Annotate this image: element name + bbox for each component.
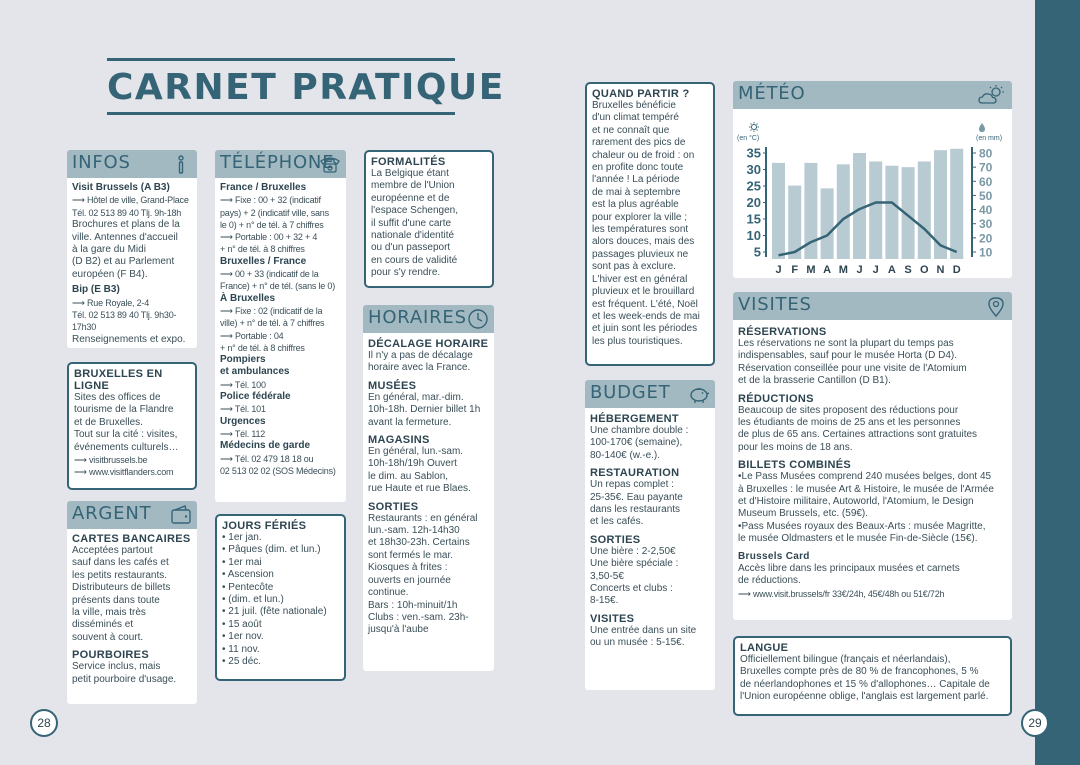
argent-line: Distributeurs de billets xyxy=(72,582,171,594)
telephone-line: Police fédérale xyxy=(220,391,291,403)
quand-line: les plus touristiques. xyxy=(592,335,683,347)
bruxelles-line: Sites des offices de xyxy=(74,392,161,403)
rain-tick-label: 80 xyxy=(979,146,993,161)
horaires-line: 10h-18h/19h Ouvert xyxy=(368,458,457,470)
telephone-line: À Bruxelles xyxy=(220,292,276,304)
telephone-line: pays) + 2 (indicatif ville, sans xyxy=(220,207,329,218)
page-title: CARNET PRATIQUE xyxy=(107,67,505,108)
langue-card xyxy=(733,636,1012,716)
month-label: J xyxy=(775,264,782,276)
budget-line: Une chambre double : xyxy=(590,425,689,436)
argent-line: Acceptées partout xyxy=(72,545,153,556)
budget-line: 25-35€. Eau payante xyxy=(590,491,683,503)
argent-header xyxy=(67,501,197,529)
horaires-line: Kiosques à frites : xyxy=(368,562,448,574)
infos-line: ⟶ Hôtel de ville, Grand-Place xyxy=(72,195,189,206)
billets-combines-heading: BILLETS COMBINÉS xyxy=(738,459,851,472)
langue-body xyxy=(735,638,1010,708)
link-visitbrussels[interactable]: ⟶ visitbrussels.be xyxy=(74,455,148,466)
argent-line: souvent à court. xyxy=(72,631,144,643)
holiday-item: • (dim. et lun.) xyxy=(222,594,339,606)
budget-line: Un repas complet : xyxy=(590,479,674,491)
temp-tick-label: 30 xyxy=(746,162,761,177)
rain-tick-label: 30 xyxy=(979,217,993,232)
month-label: A xyxy=(823,264,832,276)
infos-line: Bip (E B3) xyxy=(72,284,120,296)
telephone-line: et ambulances xyxy=(220,366,290,378)
formalites-line: pour s'y rendre. xyxy=(371,267,441,279)
visites-line: pour les moins de 18 ans. xyxy=(738,441,853,453)
visites-line: Les réservations ne sont la plupart du temps pas xyxy=(738,338,954,349)
telephone-header xyxy=(215,150,346,178)
argent-card xyxy=(67,501,197,704)
telephone-line: France) + n° de tél. (sans le 0) xyxy=(220,281,336,292)
quand-body xyxy=(587,84,713,352)
argent-line: présents dans toute xyxy=(72,594,160,606)
visites-line: à Bruxelles : le musée Art & Histoire, le musée de l'Armée xyxy=(738,483,994,495)
quand-line: rarement des pics de xyxy=(592,137,686,149)
infos-line: Renseignements et expo. xyxy=(72,333,186,345)
formalites-line: membre de l'Union xyxy=(371,180,455,192)
telephone-line: ⟶ Tél. 101 xyxy=(220,404,266,415)
holiday-item: • Pentecôte xyxy=(222,582,339,594)
rain-bar xyxy=(869,161,882,259)
magasins-heading: MAGASINS xyxy=(368,434,430,447)
quand-line: de mai à septembre xyxy=(592,186,681,198)
rain-tick-label: 10 xyxy=(979,245,993,260)
quand-line: est la plus agréable xyxy=(592,199,679,211)
rain-bar xyxy=(950,149,963,259)
horaires-header xyxy=(363,305,494,333)
infos-line: Visit Brussels (A B3) xyxy=(72,182,170,193)
sun-small-icon xyxy=(749,122,759,132)
rain-bar xyxy=(885,166,898,259)
holiday-item: • Pâques (dim. et lun.) xyxy=(222,544,339,556)
telephone-line: ⟶ Portable : 04 xyxy=(220,330,284,341)
telephone-line: + n° de tél. à 8 chiffres xyxy=(220,244,305,255)
title-block xyxy=(107,58,505,120)
visites-line: et de la brasserie Cantillon (D B1). xyxy=(738,375,891,387)
title-rule-bottom xyxy=(107,112,455,115)
horaires-line: Il n'y a pas de décalage xyxy=(368,350,473,361)
temp-tick-label: 10 xyxy=(746,228,761,243)
telephone-line: Bruxelles / France xyxy=(220,255,307,267)
quand-line: Bruxelles bénéficie xyxy=(592,100,676,111)
horaires-line: avant la fermeture. xyxy=(368,416,452,428)
horaires-body xyxy=(363,333,494,641)
holiday-item: • Ascension xyxy=(222,569,339,581)
quand-line: et juin sont les périodes xyxy=(592,323,698,335)
horaires-card xyxy=(363,305,494,671)
formalites-title: FORMALITÉS xyxy=(371,156,446,168)
restauration-heading: RESTAURATION xyxy=(590,467,680,480)
formalites-line: il suffit d'une carte xyxy=(371,217,452,229)
telephone-line: Pompiers xyxy=(220,354,266,366)
bruxelles-line: Tout sur la cité : visites, xyxy=(74,429,178,441)
infos-body xyxy=(67,178,197,348)
budget-body xyxy=(585,408,715,654)
horaires-line: Bars : 10h-minuit/1h xyxy=(368,599,458,611)
temp-tick-label: 25 xyxy=(746,178,761,194)
quand-line: pluvieux et le brouillard xyxy=(592,286,695,298)
horaires-line: Clubs : ven.-sam. 23h- xyxy=(368,611,469,623)
decalage-heading: DÉCALAGE HORAIRE xyxy=(368,338,489,350)
rain-tick-label: 20 xyxy=(979,231,993,246)
brussels-card-heading: Brussels Card xyxy=(738,550,810,562)
jours-feries-card xyxy=(215,514,346,681)
budget-line: et les cafés. xyxy=(590,516,644,528)
telephone-line: + n° de tél. à 8 chiffres xyxy=(220,342,305,353)
budget-line: Une entrée dans un site xyxy=(590,624,697,636)
horaires-line: En général, lun.-sam. xyxy=(368,446,464,458)
rain-tick-label: 50 xyxy=(979,188,993,203)
infos-line: Tél. 02 513 89 40 Tlj. 9h30-17h30 xyxy=(72,310,177,333)
telephone-card xyxy=(215,150,346,502)
quand-line: et les week-ends de mai xyxy=(592,310,700,322)
telephone-line: ville) + n° de tél. à 7 chiffres xyxy=(220,318,325,329)
budget-line: 8-15€. xyxy=(590,595,619,607)
bruxelles-body xyxy=(69,364,195,483)
feries-body xyxy=(217,516,344,672)
visites-line: les étudiants de moins de 25 ans et les personnes xyxy=(738,417,961,429)
bruxelles-line: tourisme de la Flandre xyxy=(74,404,174,416)
formalites-line: en cours de validité xyxy=(371,254,458,266)
telephone-line: ⟶ 00 + 33 (indicatif de la xyxy=(220,269,319,280)
budget-line: dans les restaurants xyxy=(590,504,681,516)
holiday-item: • 11 nov. xyxy=(222,644,339,656)
month-label: D xyxy=(952,264,961,276)
rain-tick-label: 70 xyxy=(979,160,993,175)
budget-line: ou un musée : 5-15€. xyxy=(590,637,685,649)
visites-body xyxy=(733,320,1012,604)
temp-tick-label: 5 xyxy=(753,244,761,260)
telephone-line: ⟶ Fixe : 02 (indicatif de la xyxy=(220,305,323,316)
langue-line: Bruxelles compte près de 80 % de francophones, 5 % xyxy=(740,666,979,678)
visites-line: de réductions. xyxy=(738,575,801,587)
langue-line: de néerlandophones et 15 % d'allophones… Capitale de xyxy=(740,678,990,690)
meteo-card xyxy=(733,81,1012,278)
climate-chart xyxy=(733,109,1012,278)
right-band xyxy=(1035,0,1080,765)
horaires-line: rue Haute et rue Blaes. xyxy=(368,483,471,495)
month-label: A xyxy=(887,264,896,276)
visites-title: VISITES xyxy=(738,294,812,315)
horaires-line: En général, mar.-dim. xyxy=(368,391,464,403)
formalites-line: ou d'un passeport xyxy=(371,242,451,254)
link-visitflanders[interactable]: ⟶ www.visitflanders.com xyxy=(74,467,174,478)
visites-line: de plus de 65 ans. Certaines attractions sont gratuites xyxy=(738,429,978,441)
argent-line: Service inclus, mais xyxy=(72,661,161,673)
visites-line: et d'Histoire militaire, Autoworld, l'Atomium, le Design xyxy=(738,496,974,508)
quand-line: en profite donc toute xyxy=(592,162,684,174)
quand-line: passages pluvieux ne xyxy=(592,248,689,260)
bruxelles-line: et de Bruxelles. xyxy=(74,416,143,428)
month-label: M xyxy=(838,264,848,276)
piggy-bank-icon xyxy=(688,383,710,405)
telephone-line: le 0) + n° de tél. à 7 chiffres xyxy=(220,219,324,230)
temp-tick-label: 20 xyxy=(746,195,761,210)
visites-header xyxy=(733,292,1012,320)
rain-bar xyxy=(837,164,850,259)
budget-line: 80-140€ (w.-e.). xyxy=(590,449,661,461)
infos-line: à la gare du Midi xyxy=(72,244,146,256)
visites-line: Accès libre dans les principaux musées et carnets xyxy=(738,562,960,574)
month-label: N xyxy=(936,264,945,276)
holiday-item: • 15 août xyxy=(222,619,339,631)
argent-line: disséminés et xyxy=(72,619,134,631)
bruxelles-title: BRUXELLES EN LIGNE xyxy=(74,368,163,392)
quand-line: les températures sont xyxy=(592,224,689,236)
musees-heading: MUSÉES xyxy=(368,379,417,392)
budget-line: 3,50-5€ xyxy=(590,570,624,582)
title-rule-top xyxy=(107,58,455,61)
budget-title: BUDGET xyxy=(590,382,671,403)
weather-icon xyxy=(977,84,1007,106)
argent-line: les petits restaurants. xyxy=(72,569,168,581)
horaires-line: ouverts en journée xyxy=(368,574,451,586)
formalites-card xyxy=(364,150,494,288)
argent-title: ARGENT xyxy=(72,503,152,524)
horaires-line: horaire avec la France. xyxy=(368,362,471,374)
visites-line: Beaucoup de sites proposent des réductions pour xyxy=(738,404,959,416)
quand-partir-card xyxy=(585,82,715,366)
temp-unit-label: (en °C) xyxy=(737,135,760,142)
horaires-title: HORAIRES xyxy=(368,307,467,328)
budget-header xyxy=(585,380,715,408)
quand-line: L'hiver est en général xyxy=(592,273,688,285)
pourboires-heading: POURBOIRES xyxy=(72,649,149,662)
clock-icon xyxy=(467,308,489,330)
quand-line: d'un climat tempéré xyxy=(592,112,679,124)
budget-line: Une bière : 2-2,50€ xyxy=(590,545,676,557)
month-label: M xyxy=(806,264,816,276)
argent-line: la ville, mais très xyxy=(72,607,146,619)
month-label: J xyxy=(872,264,879,276)
quand-line: pour explorer la ville ; xyxy=(592,211,688,223)
month-label: J xyxy=(856,264,863,276)
telephone-line: 02 513 02 02 (SOS Médecins) xyxy=(220,465,336,476)
infos-title: INFOS xyxy=(72,152,131,173)
quand-line: chaleur ou de froid : on xyxy=(592,149,695,161)
holiday-item: • 21 juil. (fête nationale) xyxy=(222,606,339,618)
feries-title: JOURS FÉRIÉS xyxy=(222,520,307,532)
rain-unit-label: (en mm) xyxy=(976,135,1003,142)
meteo-title: MÉTÉO xyxy=(738,83,806,104)
formalites-body xyxy=(366,152,492,284)
month-label: O xyxy=(920,264,929,276)
argent-line: sauf dans les cafés et xyxy=(72,557,169,569)
reservations-heading: RÉSERVATIONS xyxy=(738,326,827,338)
formalites-line: l'espace Schengen, xyxy=(371,205,458,217)
page-number-right: 29 xyxy=(1021,709,1049,737)
visites-line: •Le Pass Musées comprend 240 musées belges, dont 45 xyxy=(738,471,992,483)
visites-line: le musée Oldmasters et le musée Fin-de-Siècle (15€). xyxy=(738,533,978,545)
telephone-line: ⟶ Tél. 112 xyxy=(220,428,266,439)
rain-bar xyxy=(821,188,834,259)
holiday-item: • 25 déc. xyxy=(222,656,339,668)
rain-bar xyxy=(772,163,785,259)
telephone-title: TÉLÉPHONE xyxy=(220,152,335,173)
holiday-item: • 1er jan. xyxy=(222,532,339,544)
visites-budget-heading: VISITES xyxy=(590,612,635,625)
wallet-icon xyxy=(170,504,192,526)
visites-line: •Pass Musées royaux des Beaux-Arts : musée Magritte, xyxy=(738,520,986,532)
horaires-line: lun.-sam. 12h-14h30 xyxy=(368,525,460,537)
telephone-line: Urgences xyxy=(220,415,266,427)
hebergement-heading: HÉBERGEMENT xyxy=(590,413,679,425)
langue-line: Officiellement bilingue (français et néerlandais), xyxy=(740,654,951,665)
raindrop-icon xyxy=(979,123,985,132)
budget-line: 100-170€ (semaine), xyxy=(590,437,683,449)
horaires-line: Restaurants : en général xyxy=(368,512,478,524)
bruxelles-line: événements culturels… xyxy=(74,441,179,453)
temp-tick-label: 35 xyxy=(746,145,761,161)
budget-line: Concerts et clubs : xyxy=(590,583,673,595)
horaires-line: jusqu'à l'aube xyxy=(368,624,429,636)
sorties-budget-heading: SORTIES xyxy=(590,533,641,546)
cartes-bancaires-heading: CARTES BANCAIRES xyxy=(72,533,191,545)
argent-body xyxy=(67,529,197,690)
feries-list xyxy=(222,532,339,668)
holiday-item: • 1er nov. xyxy=(222,631,339,643)
infos-line: Tél. 02 513 89 40 Tlj. 9h-18h xyxy=(72,207,182,218)
holiday-item: • 1er mai xyxy=(222,557,339,569)
budget-card xyxy=(585,380,715,690)
quand-line: sont pas à exclure. xyxy=(592,261,676,273)
horaires-line: et 18h30-23h. Certains xyxy=(368,537,470,549)
sorties-heading: SORTIES xyxy=(368,500,419,513)
horaires-line: le dim. au Sablon, xyxy=(368,470,449,482)
argent-line: petit pourboire d'usage. xyxy=(72,673,177,685)
link-visit-brussels[interactable]: ⟶ www.visit.brussels/fr 33€/24h, 45€/48h ou 51€/72h xyxy=(738,588,945,599)
info-icon xyxy=(170,153,192,175)
rain-tick-label: 40 xyxy=(979,203,993,218)
bruxelles-en-ligne-card xyxy=(67,362,197,490)
map-pin-icon xyxy=(985,295,1007,317)
rain-bar xyxy=(934,150,947,259)
phone-icon xyxy=(319,153,341,175)
infos-header xyxy=(67,150,197,178)
infos-line: (D B2) et au Parlement xyxy=(72,256,175,268)
budget-line: Une bière spéciale : xyxy=(590,558,679,570)
page-number-left: 28 xyxy=(30,709,58,737)
quand-line: l'année ! La période xyxy=(592,174,680,186)
rain-tick-label: 60 xyxy=(979,174,993,189)
visites-card xyxy=(733,292,1012,620)
visites-line: Réservation conseillée pour une visite de l'Atomium xyxy=(738,362,967,374)
horaires-line: sont fermés le mar. xyxy=(368,549,454,561)
visites-line: indispensables, sauf pour le musée Horta (D D4). xyxy=(738,350,957,362)
telephone-line: Médecins de garde xyxy=(220,440,311,452)
meteo-header xyxy=(733,81,1012,109)
reductions-heading: RÉDUCTIONS xyxy=(738,392,814,405)
quand-line: alors douces, mais des xyxy=(592,236,695,248)
telephone-line: France / Bruxelles xyxy=(220,182,307,193)
formalites-line: européenne et de xyxy=(371,192,450,204)
month-label: S xyxy=(904,264,912,276)
quand-line: et ne connaît que xyxy=(592,124,670,136)
formalites-line: La Belgique étant xyxy=(371,168,449,179)
telephone-body xyxy=(215,178,346,481)
langue-line: l'Union européenne oblige, l'anglais est largement parlé. xyxy=(740,691,989,703)
infos-line: européen (F B4). xyxy=(72,268,148,280)
rain-bar xyxy=(918,161,931,259)
formalites-line: nationale d'identité xyxy=(371,230,455,242)
quand-title: QUAND PARTIR ? xyxy=(592,88,690,100)
infos-line: Brochures et plans de la xyxy=(72,219,180,231)
langue-title: LANGUE xyxy=(740,642,789,654)
infos-line: ville. Antennes d'accueil xyxy=(72,231,178,243)
telephone-line: ⟶ Fixe : 00 + 32 (indicatif xyxy=(220,195,321,206)
visites-line: Museum Brussels, etc. (59€). xyxy=(738,508,869,520)
infos-card xyxy=(67,150,197,348)
horaires-line: 10h-18h. Dernier billet 1h xyxy=(368,404,481,416)
month-label: F xyxy=(791,264,799,276)
horaires-line: continue. xyxy=(368,587,409,599)
telephone-line: ⟶ Portable : 00 + 32 + 4 xyxy=(220,232,318,243)
telephone-line: ⟶ Tél. 100 xyxy=(220,379,266,390)
telephone-line: ⟶ Tél. 02 479 18 18 ou xyxy=(220,453,314,464)
infos-line: ⟶ Rue Royale, 2-4 xyxy=(72,297,150,308)
temp-tick-label: 15 xyxy=(746,211,761,227)
quand-line: est fréquent. L'été, Noël xyxy=(592,298,698,310)
